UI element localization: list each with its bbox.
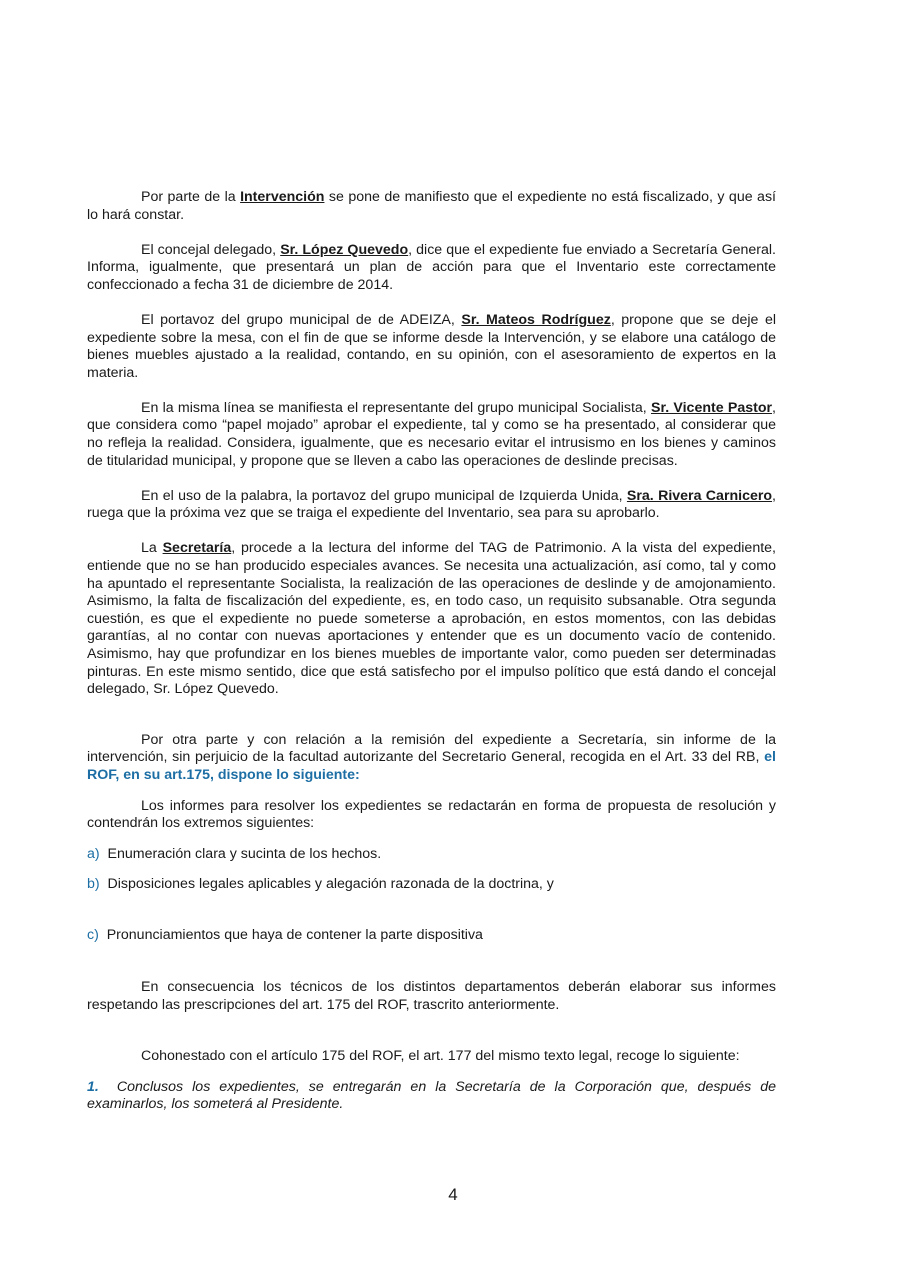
speaker-secretaria: Secretaría	[162, 540, 232, 557]
paragraph-informes: Los informes para resolver los expedientes se redactarán en forma de propuesta de resolución y contendrán los extremos siguientes:	[87, 797, 776, 832]
paragraph-izquierda-unida: En el uso de la palabra, la portavoz del grupo municipal de Izquierda Unida, Sra. Rivera Carnicero, ruega que la próxima vez que se traiga el expediente del Inventario, sea para su aprobarlo.	[87, 487, 776, 522]
numbered-item: 1. Conclusos los expedientes, se entregarán en la Secretaría de la Corporación que, después de examinarlos, los someterá al Presidente.	[87, 1078, 776, 1113]
paragraph-cohonestado: Cohonestado con el artículo 175 del ROF, el art. 177 del mismo texto legal, recoge lo siguiente:	[141, 1048, 740, 1065]
page-number: 4	[448, 1185, 458, 1204]
paragraph-intervencion: Por parte de la Intervención se pone de manifiesto que el expediente no está fiscalizado, y que así lo hará constar.	[87, 189, 776, 223]
paragraph-socialista: En la misma línea se manifiesta el representante del grupo municipal Socialista, Sr. Vicente Pastor, que considera como “papel mojado” aprobar el expediente, tal y como se ha presentado, al considerar que no refleja la realidad. Considera, igualmente, que es necesario evitar el intrusismo en los bienes y caminos de titularidad municipal, y propone que se lleven a cabo las operaciones de deslinde precisas.	[87, 399, 776, 469]
paragraph-consecuencia: En consecuencia los técnicos de los distintos departamentos deberán elaborar sus informes respetando las prescripciones del art. 175 del ROF, trascrito anteriormente.	[87, 979, 776, 1013]
speaker-intervencion: Intervención	[240, 189, 325, 205]
document-body	[87, 189, 776, 1114]
list-item: a) Enumeración clara y sucinta de los hechos.	[87, 845, 382, 862]
paragraph-adeiza: El portavoz del grupo municipal de de ADEIZA, Sr. Mateos Rodríguez, propone que se deje el expediente sobre la mesa, con el fin de que se informe desde la Intervención, y se elabore una catálogo de bienes muebles ajustado a la realidad, contando, en su opinión, con el asesoramiento de expertos en la materia.	[87, 311, 776, 381]
list-item: c) Pronunciamientos que haya de contener la parte dispositiva	[87, 927, 483, 944]
speaker-mateos-rodriguez: Sr. Mateos Rodríguez	[461, 311, 611, 328]
list-label: c)	[87, 927, 99, 944]
paragraph-remision: Por otra parte y con relación a la remisión del expediente a Secretaría, sin informe de la intervención, sin perjuicio de la facultad autorizante del Secretario General, recogida en el Art. 33 del RB, el ROF, en su art.175, dispone lo siguiente:	[87, 731, 776, 783]
rof-reference: el ROF, en su art.175, dispone lo siguiente:	[87, 749, 776, 783]
speaker-lopez-quevedo: Sr. López Quevedo	[280, 241, 409, 258]
list-label: a)	[87, 845, 100, 862]
speaker-rivera-carnicero: Sra. Rivera Carnicero	[626, 487, 773, 504]
numbered-label: 1.	[87, 1078, 99, 1095]
list-label: b)	[87, 875, 100, 892]
paragraph-secretaria: La Secretaría, procede a la lectura del informe del TAG de Patrimonio. A la vista del expediente, entiende que no se han producido especiales avances. Se necesita una actualización, así como, tal y como ha apuntado el representante Socialista, la realización de las operaciones de deslinde y de amojonamiento. Asimismo, la falta de fiscalización del expediente, es, en todo caso, un requisito subsanable. Otra segunda cuestión, es que el expediente no puede someterse a aprobación, en estos momentos, con las debidas garantías, al no contar con nuevas aportaciones y entender que es un documento vacío de contenido. Asimismo, hay que profundizar en los bienes muebles de importante valor, como pueden ser determinadas pinturas. En este mismo sentido, dice que está satisfecho por el impulso político que está dando el concejal delegado, Sr. López Quevedo.	[87, 540, 776, 698]
list-item: b) Disposiciones legales aplicables y alegación razonada de la doctrina, y	[87, 875, 554, 892]
speaker-vicente-pastor: Sr. Vicente Pastor	[651, 399, 773, 416]
paragraph-concejal: El concejal delegado, Sr. López Quevedo, dice que el expediente fue enviado a Secretaría General. Informa, igualmente, que presentará un plan de acción para que el Inventario este correctamente confeccionado a fecha 31 de diciembre de 2014.	[87, 241, 776, 293]
